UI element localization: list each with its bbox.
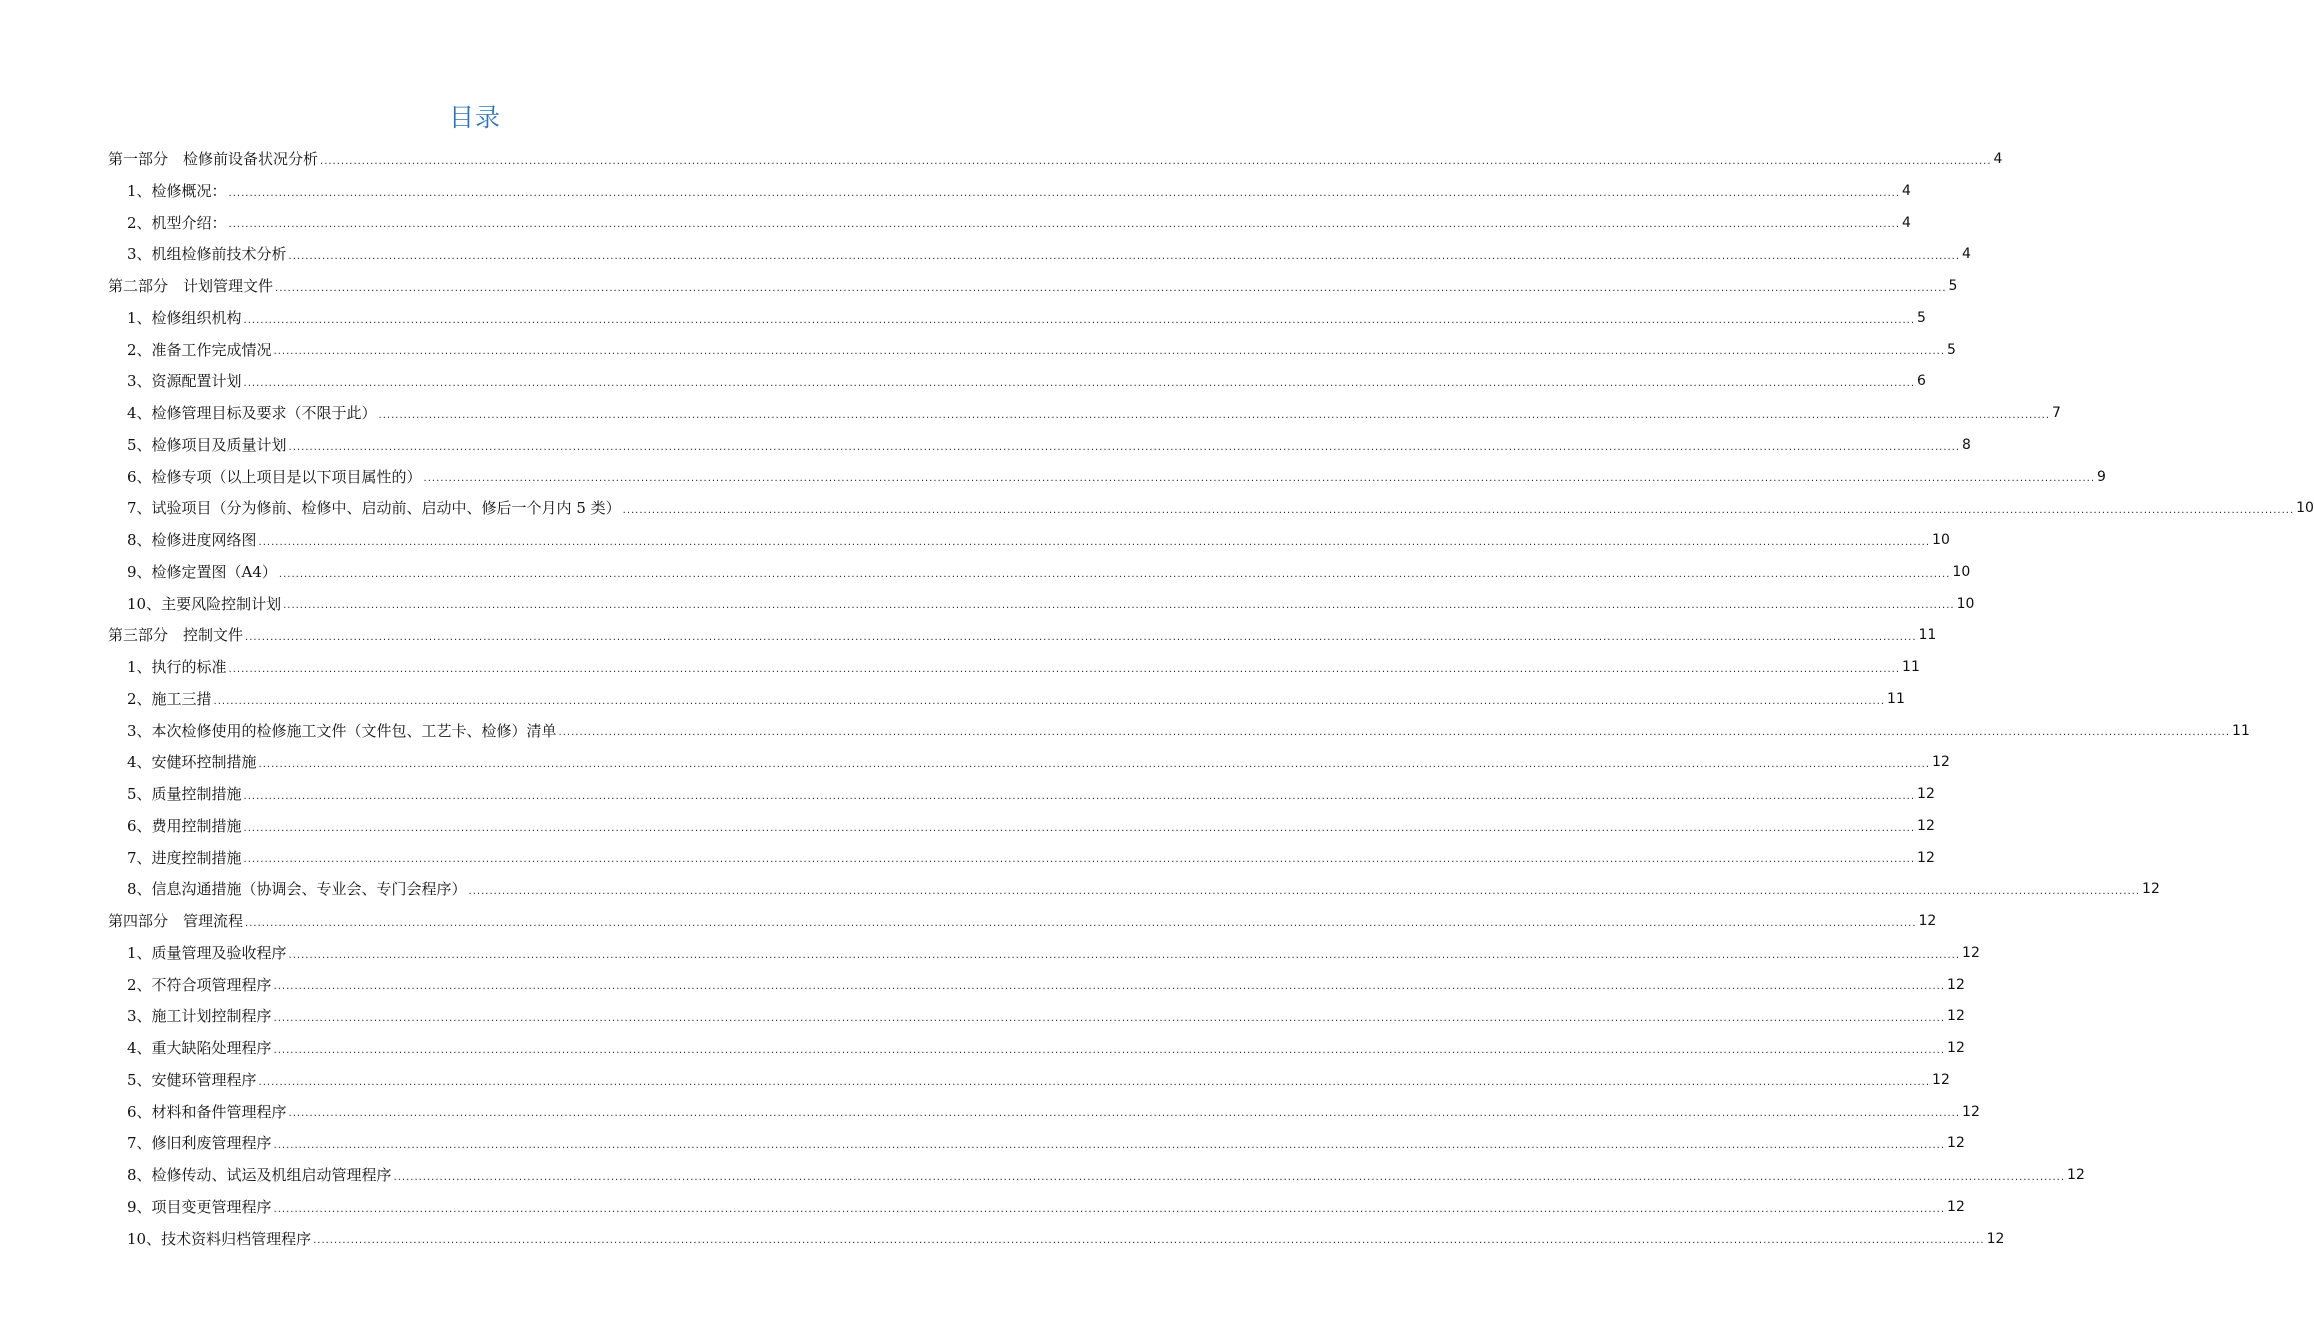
toc-section-entry[interactable] [108,1224,2005,1256]
toc-section-entry[interactable] [108,398,2061,430]
toc-section-entry[interactable] [108,366,1926,398]
toc-dot-leader: ................................................................................................................................................................................................................................................................................................................................................................................................................ [258,759,1931,770]
toc-entry-label: 8、检修进度网络图 [127,531,257,549]
toc-dot-leader: ................................................................................................................................................................................................................................................................................................................................................................................................................ [245,917,1917,929]
toc-page-number: 12 [1986,1230,2005,1247]
toc-entry-label: 7、进度控制措施 [127,848,242,867]
toc-part-entry[interactable] [108,144,2003,176]
toc-dot-leader: ................................................................................................................................................................................................................................................................................................................................................................................................................ [243,378,1916,389]
toc-dot-leader: ................................................................................................................................................................................................................................................................................................................................................................................................................ [273,981,1946,993]
toc-page-number: 12 [2142,881,2160,898]
toc-title: 目录 [448,103,501,132]
toc-entry-label: 10、主要风险控制计划 [127,594,282,613]
toc-entry-label: 第四部分 管理流程 [108,912,244,930]
toc-section-entry[interactable] [108,1097,1980,1129]
toc-section-entry[interactable] [108,335,1956,367]
toc-entry-label: 6、材料和备件管理程序 [127,1102,287,1121]
toc-dot-leader: ................................................................................................................................................................................................................................................................................................................................................................................................................ [243,314,1916,326]
toc-list [108,144,2314,1255]
toc-entry-label: 8、信息沟通措施（协调会、专业会、专门会程序） [127,880,467,899]
toc-section-entry[interactable] [108,843,1935,875]
toc-entry-label: 5、检修项目及质量计划 [127,435,287,454]
toc-section-entry[interactable] [108,1065,1950,1097]
toc-dot-leader: ................................................................................................................................................................................................................................................................................................................................................................................................................ [243,790,1916,802]
toc-section-entry[interactable] [108,874,2160,906]
toc-page-number: 10 [2296,500,2314,517]
toc-page-number: 11 [1918,627,1937,644]
toc-dot-leader: ................................................................................................................................................................................................................................................................................................................................................................................................................ [275,282,1947,294]
toc-dot-leader: ................................................................................................................................................................................................................................................................................................................................................................................................................ [423,473,2096,485]
toc-entry-label: 2、不符合项管理程序 [127,975,272,994]
toc-section-entry[interactable] [108,1033,1965,1065]
toc-dot-leader: ................................................................................................................................................................................................................................................................................................................................................................................................................ [228,663,1901,675]
toc-section-entry[interactable] [108,1128,1965,1160]
toc-section-entry[interactable] [108,208,1911,240]
toc-dot-leader: ................................................................................................................................................................................................................................................................................................................................................................................................................ [288,251,1961,262]
toc-page-number: 10 [1956,595,1975,612]
toc-entry-label: 第二部分 计划管理文件 [108,277,274,295]
toc-section-entry[interactable] [108,303,1926,335]
toc-page-number: 12 [1918,913,1937,929]
toc-dot-leader: ................................................................................................................................................................................................................................................................................................................................................................................................................ [393,1171,2066,1183]
toc-page-number: 12 [1932,754,1950,771]
toc-page-number: 5 [1947,341,1956,358]
toc-section-entry[interactable] [108,1160,2085,1192]
toc-section-entry[interactable] [108,525,1950,557]
toc-section-entry[interactable] [108,557,1971,589]
toc-dot-leader: ................................................................................................................................................................................................................................................................................................................................................................................................................ [313,1235,1985,1247]
toc-section-entry[interactable] [108,1001,1965,1033]
toc-dot-leader: ................................................................................................................................................................................................................................................................................................................................................................................................................ [243,854,1916,866]
toc-dot-leader: ................................................................................................................................................................................................................................................................................................................................................................................................................ [258,1076,1931,1088]
toc-section-entry[interactable] [108,239,1971,271]
toc-page-number: 12 [1962,944,1980,961]
toc-page-number: 9 [2097,468,2106,485]
toc-entry-label: 10、技术资料归档管理程序 [127,1229,312,1248]
toc-entry-label: 9、项目变更管理程序 [127,1197,272,1216]
toc-entry-label: 4、重大缺陷处理程序 [127,1039,272,1057]
toc-entry-label: 4、检修管理目标及要求（不限于此） [127,404,377,422]
toc-dot-leader: ................................................................................................................................................................................................................................................................................................................................................................................................................ [558,727,2231,739]
toc-page-number: 5 [1917,309,1926,326]
toc-entry-label: 第一部分 检修前设备状况分析 [108,150,319,168]
toc-section-entry[interactable] [108,493,2314,525]
toc-section-entry[interactable] [108,430,1971,462]
toc-entry-label: 4、安健环控制措施 [127,753,257,772]
toc-entry-label: 6、费用控制措施 [127,816,242,835]
toc-section-entry[interactable] [108,970,1965,1002]
toc-dot-leader: ................................................................................................................................................................................................................................................................................................................................................................................................................ [228,219,1901,231]
toc-dot-leader: ................................................................................................................................................................................................................................................................................................................................................................................................................ [288,949,1961,961]
toc-section-entry[interactable] [108,747,1950,779]
toc-dot-leader: ................................................................................................................................................................................................................................................................................................................................................................................................................ [273,1140,1946,1151]
toc-section-entry[interactable] [108,652,1920,684]
toc-dot-leader: ................................................................................................................................................................................................................................................................................................................................................................................................................ [468,886,2141,897]
toc-dot-leader: ................................................................................................................................................................................................................................................................................................................................................................................................................ [273,346,1946,358]
toc-section-entry[interactable] [108,811,1935,843]
toc-part-entry[interactable] [108,620,1937,652]
toc-dot-leader: ................................................................................................................................................................................................................................................................................................................................................................................................................ [273,1013,1946,1024]
toc-dot-leader: ................................................................................................................................................................................................................................................................................................................................................................................................................ [283,600,1955,612]
toc-section-entry[interactable] [108,1192,1965,1224]
toc-dot-leader: ................................................................................................................................................................................................................................................................................................................................................................................................................ [228,187,1901,199]
toc-page-number: 4 [1902,182,1911,199]
toc-dot-leader: ................................................................................................................................................................................................................................................................................................................................................................................................................ [378,409,2051,421]
toc-dot-leader: ................................................................................................................................................................................................................................................................................................................................................................................................................ [258,536,1931,548]
toc-entry-label: 8、检修传动、试运及机组启动管理程序 [127,1166,392,1184]
toc-section-entry[interactable] [108,779,1935,811]
toc-page-number: 12 [1947,1198,1965,1215]
toc-page-number: 12 [1947,1008,1965,1025]
toc-page-number: 12 [2067,1167,2085,1183]
toc-dot-leader: ................................................................................................................................................................................................................................................................................................................................................................................................................ [622,505,2295,516]
toc-page-number: 12 [1947,1040,1965,1056]
toc-dot-leader: ................................................................................................................................................................................................................................................................................................................................................................................................................ [320,155,1992,167]
toc-entry-label: 9、检修定置图（A4） [127,562,277,581]
toc-dot-leader: ................................................................................................................................................................................................................................................................................................................................................................................................................ [273,1203,1946,1215]
toc-page-number: 4 [1993,151,2003,167]
toc-page-number: 8 [1962,436,1971,453]
toc-entry-label: 7、试验项目（分为修前、检修中、启动前、启动中、修后一个月内 5 类） [127,499,621,518]
toc-page-number: 6 [1917,373,1926,390]
toc-page-number: 12 [1962,1103,1980,1120]
toc-section-entry[interactable] [108,716,2250,748]
toc-section-entry[interactable] [108,176,1911,208]
toc-entry-label: 5、质量控制措施 [127,785,242,803]
toc-entry-label: 2、准备工作完成情况 [127,340,272,359]
toc-entry-label: 1、检修概况： [127,181,227,200]
toc-page-number: 11 [2232,722,2250,739]
toc-entry-label: 1、质量管理及验收程序 [127,943,287,962]
toc-dot-leader: ................................................................................................................................................................................................................................................................................................................................................................................................................ [273,1044,1946,1056]
toc-page-number: 10 [1932,532,1950,548]
toc-page-number: 12 [1917,817,1935,834]
toc-entry-label: 3、本次检修使用的检修施工文件（文件包、工艺卡、检修）清单 [127,721,557,740]
toc-page-number: 11 [1887,690,1905,707]
toc-page-number: 12 [1932,1071,1950,1088]
toc-section-entry[interactable] [108,938,1980,970]
toc-dot-leader: ................................................................................................................................................................................................................................................................................................................................................................................................................ [245,632,1917,643]
toc-page-number: 10 [1952,563,1971,580]
toc-dot-leader: ................................................................................................................................................................................................................................................................................................................................................................................................................ [213,695,1886,707]
toc-entry-label: 2、机型介绍： [127,213,227,232]
toc-section-entry[interactable] [108,684,1905,716]
toc-entry-label: 3、施工计划控制程序 [127,1007,272,1026]
toc-entry-label: 6、检修专项（以上项目是以下项目属性的） [127,467,422,486]
toc-page-number: 11 [1902,659,1920,675]
toc-page-number: 5 [1948,278,1958,294]
toc-page-number: 12 [1917,786,1935,802]
toc-section-entry[interactable] [108,462,2106,494]
toc-page-number: 12 [1947,976,1965,993]
toc-page-number: 12 [1947,1135,1965,1152]
toc-page-number: 12 [1917,849,1935,866]
toc-dot-leader: ................................................................................................................................................................................................................................................................................................................................................................................................................ [243,822,1916,834]
toc-entry-label: 3、机组检修前技术分析 [127,245,287,264]
toc-entry-label: 5、安健环管理程序 [127,1070,257,1089]
toc-entry-label: 2、施工三措 [127,689,212,708]
toc-entry-label: 1、执行的标准 [127,658,227,676]
toc-part-entry[interactable] [108,271,1958,303]
toc-dot-leader: ................................................................................................................................................................................................................................................................................................................................................................................................................ [278,568,1951,580]
toc-entry-label: 第三部分 控制文件 [108,626,244,645]
toc-page-number: 4 [1962,246,1971,263]
toc-dot-leader: ................................................................................................................................................................................................................................................................................................................................................................................................................ [288,1108,1961,1120]
toc-entry-label: 3、资源配置计划 [127,372,242,391]
toc-part-entry[interactable] [108,906,1937,938]
toc-page-number: 4 [1902,214,1911,231]
toc-entry-label: 7、修旧利废管理程序 [127,1134,272,1153]
toc-dot-leader: ................................................................................................................................................................................................................................................................................................................................................................................................................ [288,441,1961,453]
toc-page-number: 7 [2052,405,2061,421]
toc-entry-label: 1、检修组织机构 [127,308,242,327]
toc-section-entry[interactable] [108,589,1975,621]
